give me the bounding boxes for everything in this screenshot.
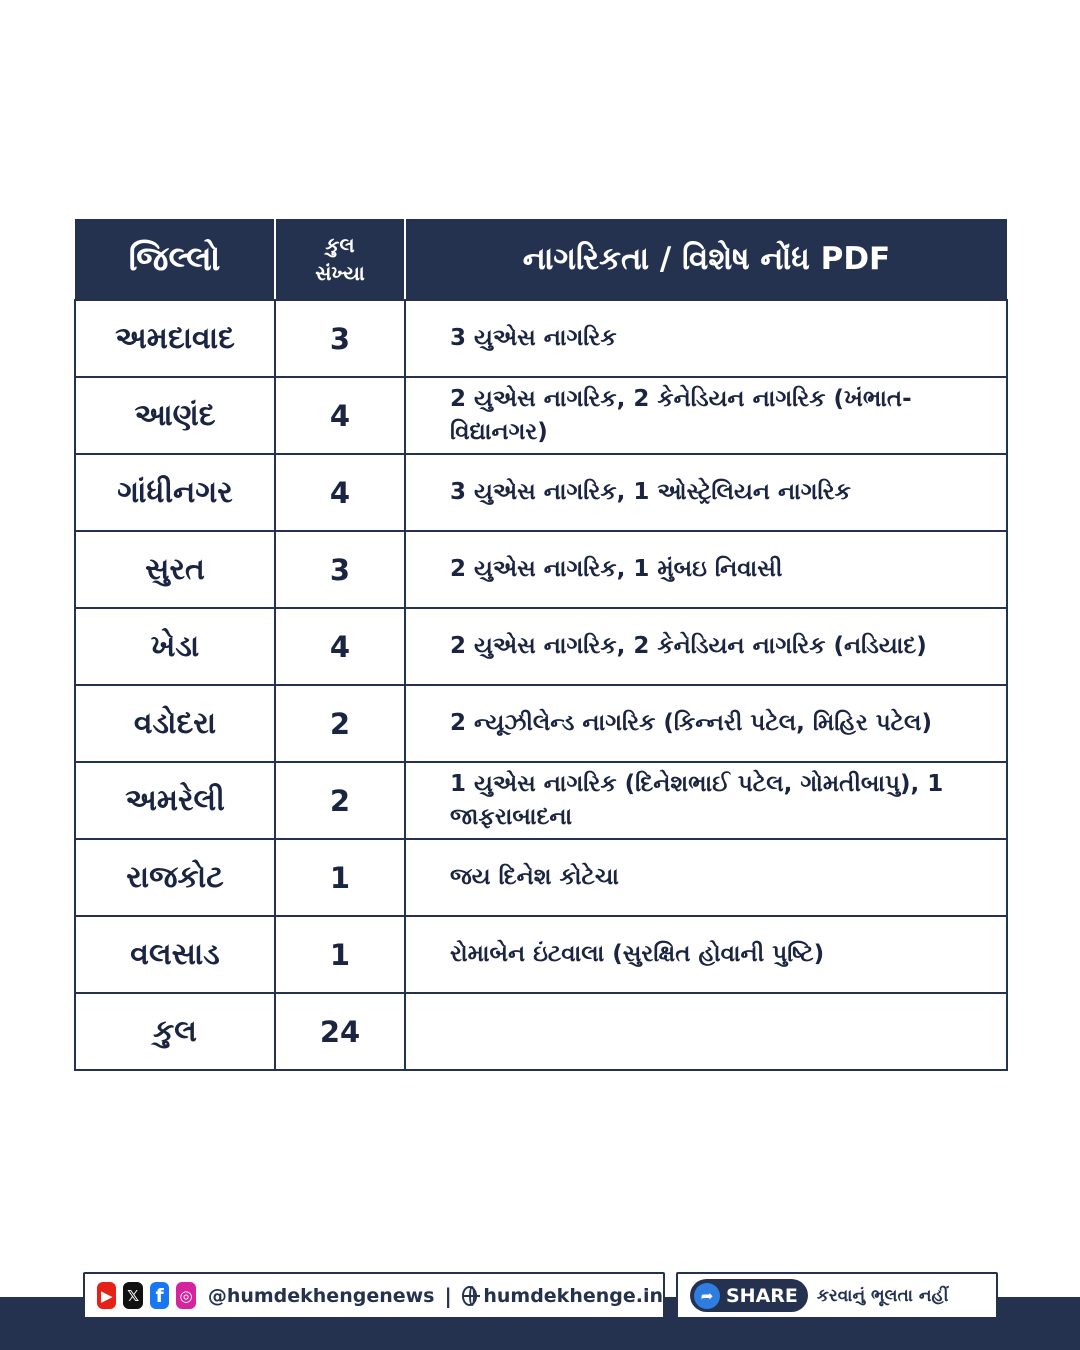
count-cell: 4 <box>275 454 405 531</box>
table-row <box>75 839 1007 916</box>
count-cell: 1 <box>275 916 405 993</box>
note-cell: 2 યુએસ નાગરિક, 1 મુંબઇ નિવાસી <box>405 531 1007 608</box>
share-button-label: SHARE <box>726 1284 798 1307</box>
table-header-row <box>75 219 1007 300</box>
count-cell: 1 <box>275 839 405 916</box>
total-note-cell <box>405 993 1007 1070</box>
header-notes: નાગરિકતા / વિશેષ નોંધ PDF <box>405 219 1007 300</box>
table-row <box>75 762 1007 839</box>
district-cell: અમદાવાદ <box>75 300 275 377</box>
district-cell: રાજકોટ <box>75 839 275 916</box>
note-cell: 3 યુએસ નાગરિક <box>405 300 1007 377</box>
share-button[interactable] <box>690 1279 808 1312</box>
note-cell: 2 યુએસ નાગરિક, 2 કેનેડિયન નાગરિક (નડિયાદ) <box>405 608 1007 685</box>
x-icon[interactable]: 𝕏 <box>123 1282 142 1309</box>
total-count-cell: 24 <box>275 993 405 1070</box>
share-arrow-icon: ➦ <box>694 1283 720 1309</box>
count-cell: 3 <box>275 531 405 608</box>
district-cell: આણંદ <box>75 377 275 454</box>
share-box <box>676 1272 998 1319</box>
social-links-box <box>83 1272 665 1319</box>
district-table <box>74 219 1008 1071</box>
note-cell: રોમાબેન ઇંટવાલા (સુરક્ષિત હોવાની પુષ્ટિ) <box>405 916 1007 993</box>
district-cell: વલસાડ <box>75 916 275 993</box>
note-cell: 1 યુએસ નાગરિક (દિનેશભાઈ પટેલ, ગોમતીબાપુ), 1 જાફરાબાદના <box>405 762 1007 839</box>
note-cell: 2 ન્યૂઝીલેન્ડ નાગરિક (કિન્નરી પટેલ, મિહિર પટેલ) <box>405 685 1007 762</box>
note-cell: 2 યુએસ નાગરિક, 2 કેનેડિયન નાગરિક (ખંભાત-વિદ્યાનગર) <box>405 377 1007 454</box>
website-link[interactable]: humdekhenge.in <box>483 1284 663 1307</box>
instagram-icon[interactable]: ◎ <box>176 1282 195 1309</box>
table-row <box>75 916 1007 993</box>
social-handle-link[interactable]: @humdekhengenews <box>207 1284 435 1307</box>
total-label-cell: કુલ <box>75 993 275 1070</box>
count-cell: 4 <box>275 608 405 685</box>
table-row <box>75 531 1007 608</box>
header-count-line1: કુલ <box>325 233 355 257</box>
footer-separator: | <box>444 1283 452 1308</box>
youtube-icon[interactable]: ▶ <box>97 1282 116 1309</box>
header-count <box>275 219 405 300</box>
note-cell: 3 યુએસ નાગરિક, 1 ઓસ્ટ્રેલિયન નાગરિક <box>405 454 1007 531</box>
table-row <box>75 454 1007 531</box>
facebook-icon[interactable]: f <box>150 1282 169 1309</box>
district-cell: સુરત <box>75 531 275 608</box>
district-table-container <box>74 219 1006 1071</box>
count-cell: 2 <box>275 685 405 762</box>
note-cell: જય દિનેશ કોટેચા <box>405 839 1007 916</box>
table-row <box>75 377 1007 454</box>
district-cell: અમરેલી <box>75 762 275 839</box>
district-cell: ગાંધીનગર <box>75 454 275 531</box>
table-row <box>75 685 1007 762</box>
count-cell: 2 <box>275 762 405 839</box>
globe-icon <box>462 1286 478 1306</box>
district-cell: વડોદરા <box>75 685 275 762</box>
table-row <box>75 300 1007 377</box>
table-total-row <box>75 993 1007 1070</box>
district-cell: ખેડા <box>75 608 275 685</box>
header-count-line2: સંખ્યા <box>315 261 365 285</box>
table-row <box>75 608 1007 685</box>
count-cell: 3 <box>275 300 405 377</box>
header-district: જિલ્લો <box>75 219 275 300</box>
share-reminder-text: કરવાનું ભૂલતા નહીં <box>816 1285 949 1306</box>
count-cell: 4 <box>275 377 405 454</box>
